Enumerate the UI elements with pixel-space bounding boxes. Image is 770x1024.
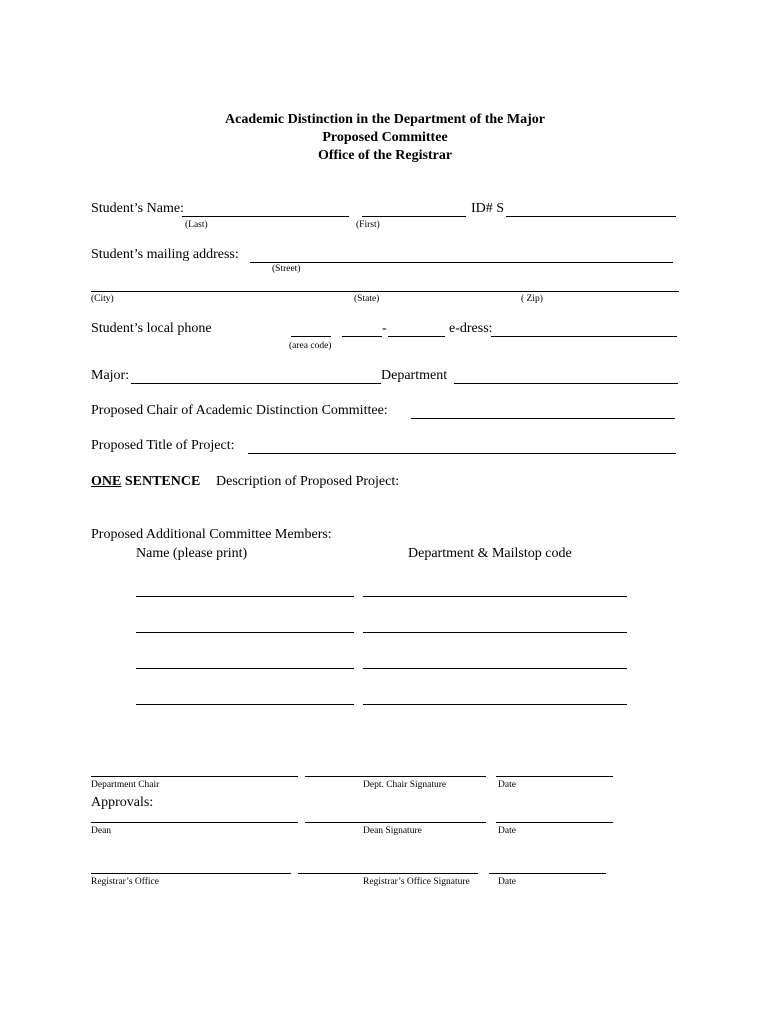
dept-chair-date-caption: Date (498, 780, 516, 790)
dean-name-field[interactable] (91, 822, 298, 823)
registrar-signature-field[interactable] (298, 873, 478, 874)
dean-signature-field[interactable] (305, 822, 486, 823)
last-name-field[interactable] (182, 216, 349, 217)
registrar-name-field[interactable] (91, 873, 291, 874)
dean-caption: Dean (91, 826, 112, 836)
dean-date-caption: Date (498, 826, 516, 836)
edress-label: e-dress: (449, 321, 493, 336)
street-hint: (Street) (272, 264, 301, 274)
proposed-chair-label: Proposed Chair of Academic Distinction Committee: (91, 403, 388, 418)
id-field[interactable] (506, 216, 676, 217)
local-phone-label: Student’s local phone (91, 321, 212, 336)
proposed-chair-field[interactable] (411, 418, 675, 419)
phone-number-field[interactable] (388, 336, 445, 337)
approvals-label: Approvals: (91, 795, 154, 810)
area-code-field[interactable] (291, 336, 331, 337)
proposed-title-field[interactable] (248, 453, 676, 454)
dept-chair-name-field[interactable] (91, 776, 298, 777)
department-column-header: Department & Mailstop code (408, 546, 572, 561)
member-name-field[interactable] (136, 704, 354, 705)
description-heading (91, 474, 200, 490)
last-hint: (Last) (185, 220, 208, 230)
state-hint: (State) (354, 294, 380, 304)
phone-dash: - (382, 321, 387, 336)
one-emphasis: ONE (91, 474, 122, 489)
description-label: Description of Proposed Project: (216, 474, 400, 489)
name-column-header: Name (please print) (136, 546, 248, 561)
member-dept-field[interactable] (363, 704, 627, 705)
registrar-date-caption: Date (498, 877, 516, 887)
dept-chair-signature-caption: Dept. Chair Signature (363, 780, 447, 790)
member-name-field[interactable] (136, 632, 354, 633)
major-label: Major: (91, 368, 130, 383)
department-label: Department (381, 368, 448, 383)
member-name-field[interactable] (136, 668, 354, 669)
form-office: Office of the Registrar (317, 148, 453, 163)
member-name-field[interactable] (136, 596, 354, 597)
phone-prefix-field[interactable] (342, 336, 382, 337)
sentence-emphasis: SENTENCE (121, 474, 201, 489)
form-title: Academic Distinction in the Department of the Major (225, 112, 545, 127)
department-field[interactable] (454, 383, 678, 384)
dept-chair-caption: Department Chair (91, 780, 160, 790)
edress-field[interactable] (491, 336, 677, 337)
dept-chair-date-field[interactable] (496, 776, 613, 777)
dean-signature-caption: Dean Signature (363, 826, 422, 836)
city-hint: (City) (91, 294, 114, 304)
student-name-label: Student’s Name: (91, 201, 184, 216)
member-dept-field[interactable] (363, 596, 627, 597)
member-dept-field[interactable] (363, 668, 627, 669)
member-dept-field[interactable] (363, 632, 627, 633)
street-field[interactable] (250, 262, 673, 263)
registrar-caption: Registrar’s Office (91, 877, 159, 887)
zip-hint: ( Zip) (521, 294, 543, 304)
first-name-field[interactable] (362, 216, 466, 217)
form-subtitle: Proposed Committee (322, 130, 448, 145)
committee-members-label: Proposed Additional Committee Members: (91, 527, 332, 542)
proposed-title-label: Proposed Title of Project: (91, 438, 235, 453)
major-field[interactable] (131, 383, 381, 384)
area-code-hint: (area code) (289, 341, 332, 351)
city-state-zip-field[interactable] (91, 291, 679, 292)
dean-date-field[interactable] (496, 822, 613, 823)
mailing-address-label: Student’s mailing address: (91, 247, 239, 262)
dept-chair-signature-field[interactable] (305, 776, 486, 777)
first-hint: (First) (356, 220, 380, 230)
id-label: ID# S (471, 201, 505, 216)
registrar-signature-caption: Registrar’s Office Signature (363, 877, 470, 887)
registrar-date-field[interactable] (489, 873, 606, 874)
